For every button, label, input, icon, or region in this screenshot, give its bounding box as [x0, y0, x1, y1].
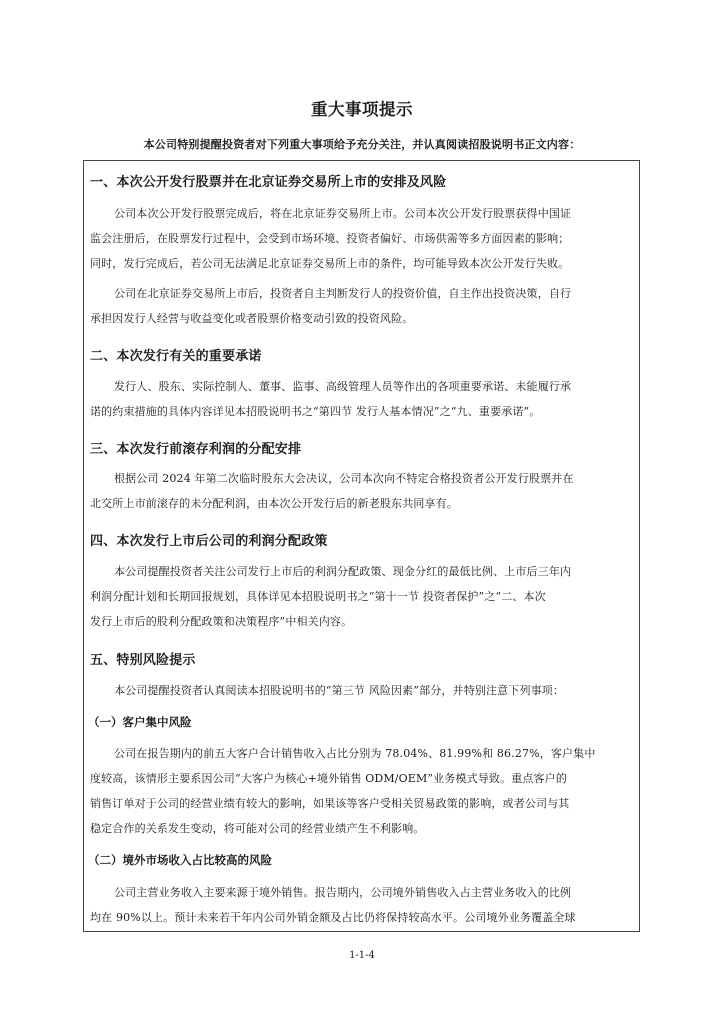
section-heading-3: 三、本次发行前滚存利润的分配安排	[90, 442, 302, 457]
subsection-heading-2: （二）境外市场收入占比较高的风险	[88, 853, 272, 867]
paragraph-line: 利润分配计划和长期回报规划，具体详见本招股说明书之“第十一节 投资者保护”之“二、本次	[90, 590, 546, 603]
paragraph-line: 同时，发行完成后，若公司无法满足北京证券交易所上市的条件，均可能导致本次公开发行失败。	[90, 257, 570, 270]
paragraph-line: 承担因发行人经营与收益变化或者股票价格变动引致的投资风险。	[90, 312, 414, 325]
paragraph-line: 本公司提醒投资者关注公司发行上市后的利润分配政策、现金分红的最低比例、上市后三年内	[114, 565, 572, 578]
paragraph-line: 根据公司 2024 年第二次临时股东大会决议，公司本次向不特定合格投资者公开发行股票并在	[114, 472, 574, 485]
subsection-heading-1: （一）客户集中风险	[88, 715, 192, 729]
page-number: 1-1-4	[349, 950, 375, 961]
paragraph-line: 本公司提醒投资者认真阅读本招股说明书的“第三节 风险因素”部分，并特别注意下列事项：	[114, 684, 565, 697]
notice-text: 本公司特别提醒投资者对下列重大事项给予充分关注，并认真阅读招股说明书正文内容：	[143, 138, 581, 151]
paragraph-line: 销售订单对于公司的经营业绩有较大的影响，如果该等客户受相关贸易政策的影响，或者公司与其	[90, 797, 570, 810]
paragraph-line: 公司主营业务收入主要来源于境外销售。报告期内，公司境外销售收入占主营业务收入的比例	[114, 886, 572, 899]
paragraph-line: 发行人、股东、实际控制人、董事、监事、高级管理人员等作出的各项重要承诺、未能履行承	[114, 380, 572, 393]
page-title: 重大事项提示	[311, 100, 413, 119]
paragraph-line: 公司在北京证券交易所上市后，投资者自主判断发行人的投资价值，自主作出投资决策，自行	[114, 287, 572, 300]
paragraph-line: 发行上市后的股利分配政策和决策程序”中相关内容。	[90, 615, 353, 628]
paragraph-line: 诺的约束措施的具体内容详见本招股说明书之“第四节 发行人基本情况”之“九、重要承诺”。	[90, 405, 541, 418]
paragraph-line: 公司本次公开发行股票完成后，将在北京证券交易所上市。公司本次公开发行股票获得中国证	[114, 207, 572, 220]
section-heading-5: 五、特别风险提示	[90, 653, 196, 668]
paragraph-line: 均在 90%以上。预计未来若干年内公司外销金额及占比仍将保持较高水平。公司境外业务覆盖全球	[90, 911, 576, 924]
paragraph-line: 度较高，该情形主要系因公司“大客户为核心+境外销售 ODM/OEM”业务模式导致。重点客户的	[90, 772, 567, 785]
paragraph-line: 稳定合作的关系发生变动，将可能对公司的经营业绩产生不利影响。	[90, 822, 425, 835]
section-heading-1: 一、本次公开发行股票并在北京证券交易所上市的安排及风险	[90, 175, 447, 190]
paragraph-line: 公司在报告期内的前五大客户合计销售收入占比分别为 78.04%、81.99%和 86.27%，客户集中	[114, 747, 596, 760]
paragraph-line: 北交所上市前滚存的未分配利润，由本次公开发行后的新老股东共同享有。	[90, 497, 458, 510]
content-box	[83, 160, 640, 932]
section-heading-4: 四、本次发行上市后公司的利润分配政策	[90, 534, 328, 549]
section-heading-2: 二、本次发行有关的重要承诺	[90, 349, 262, 364]
paragraph-line: 监会注册后，在股票发行过程中，会受到市场环境、投资者偏好、市场供需等多方面因素的影响；	[90, 232, 570, 245]
